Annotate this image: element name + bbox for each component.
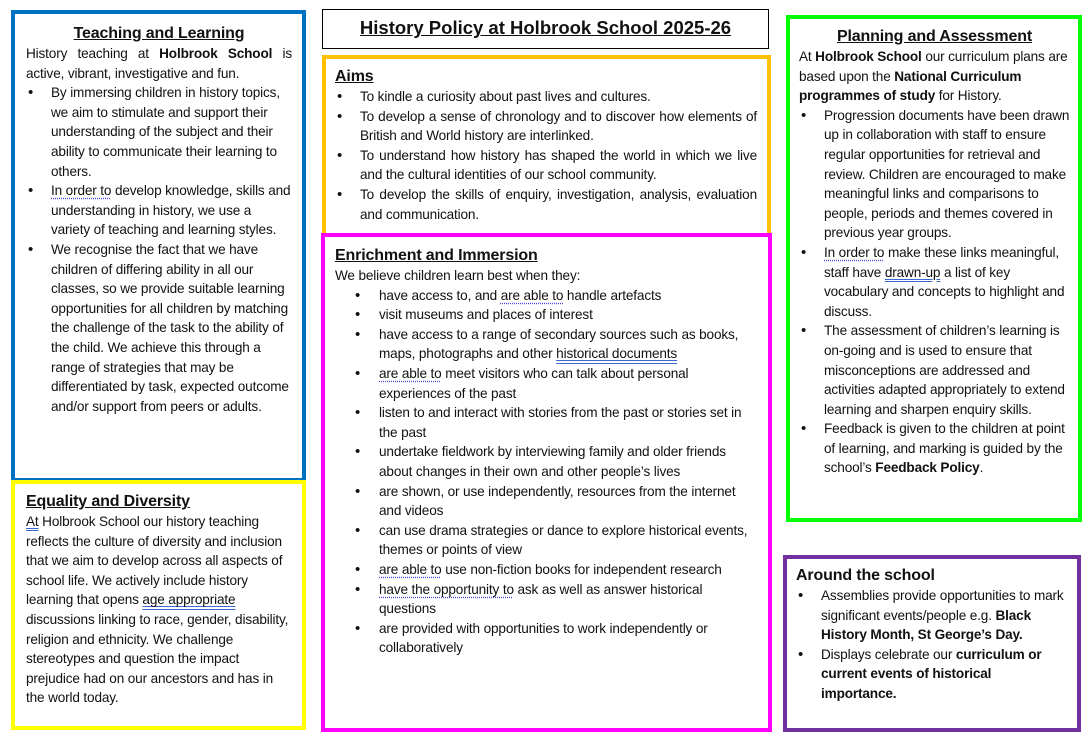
list-item: • To develop a sense of chronology and to discover how elements of British and World history are interlinked. xyxy=(335,107,757,146)
grammar-flag[interactable]: are able to xyxy=(500,287,564,303)
planning-heading: Planning and Assessment xyxy=(836,28,1033,45)
grammar-flag[interactable]: age appropriate xyxy=(142,592,236,608)
teaching-bullets xyxy=(26,83,292,416)
list-item: • To kindle a curiosity about past lives and cultures. xyxy=(335,87,757,107)
planning-intro: At Holbrook School our curriculum plans are based upon the National Curriculum programmes of study for History. xyxy=(799,49,1068,104)
enrichment-intro: We believe children learn best when they: xyxy=(335,268,581,283)
enrichment-bullets xyxy=(335,286,756,658)
aims-section xyxy=(322,55,771,237)
list-item: • Displays celebrate our curriculum or current events of historical importance. xyxy=(796,645,1067,704)
list-item: • have the opportunity to ask as well as answer historical questions xyxy=(335,580,756,619)
list-item: • listen to and interact with stories from the past or stories set in the past xyxy=(335,403,756,442)
page-title: History Policy at Holbrook School 2025-26 xyxy=(359,17,732,38)
aims-bullets xyxy=(335,87,757,224)
grammar-flag[interactable]: drawn-up xyxy=(884,264,941,280)
list-item: • can use drama strategies or dance to explore historical events, themes or points of view xyxy=(335,521,756,560)
grammar-flag[interactable]: have the opportunity to xyxy=(379,581,514,597)
list-item: • Feedback is given to the children at point of learning, and marking is guided by the school’s Feedback Policy. xyxy=(799,419,1070,478)
list-item: • have access to, and are able to handle artefacts xyxy=(335,286,756,306)
teaching-learning-section xyxy=(11,10,306,482)
list-item: • Assemblies provide opportunities to mark significant events/people e.g. Black History Month, St George’s Day. xyxy=(796,586,1067,645)
around-bullets xyxy=(796,586,1067,704)
list-item: • Progression documents have been drawn up in collaboration with staff to ensure regular opportunities for retrieval and review. Children are encouraged to make meaningful links and comparisons to people, periods and themes covered in previous year groups. xyxy=(799,106,1070,243)
list-item: • To understand how history has shaped the world in which we live and the cultural identities of our school community. xyxy=(335,146,757,185)
list-item: • undertake fieldwork by interviewing family and older friends about changes in their own and other people’s lives xyxy=(335,442,756,481)
grammar-flag[interactable]: In order to xyxy=(824,244,885,260)
list-item: • To develop the skills of enquiry, investigation, analysis, evaluation and communication. xyxy=(335,185,757,224)
list-item: • are able to use non-fiction books for independent research xyxy=(335,560,756,580)
grammar-flag[interactable]: historical documents xyxy=(556,346,678,362)
list-item: • visit museums and places of interest xyxy=(335,305,756,325)
teaching-intro: History teaching at Holbrook School is active, vibrant, investigative and fun. xyxy=(26,46,292,81)
list-item: • We recognise the fact that we have children of differing ability in all our classes, so we provide suitable learning opportunities for all children by matching the challenge of the task to the ability of the child. We achieve this through a range of strategies that may be differentiated by task, expected outcome and/or support from peers or adults. xyxy=(26,240,292,416)
around-heading: Around the school xyxy=(796,567,935,584)
grammar-flag[interactable]: are able to xyxy=(379,561,442,577)
equality-paragraph: At Holbrook School our history teaching reflects the culture of diversity and inclusion that we aim to develop across all aspects of school life. We actively include history learning that opens age appropriate discussions linking to race, gender, disability, religion and ethnicity. We challenge stereotypes and question the impact prejudice had on our ancestors and has in the world today. xyxy=(26,514,289,706)
list-item: • In order to develop knowledge, skills and understanding in history, we use a variety of teaching and learning styles. xyxy=(26,181,292,240)
list-item: • are shown, or use independently, resources from the internet and videos xyxy=(335,482,756,521)
equality-heading: Equality and Diversity xyxy=(26,493,190,510)
enrichment-immersion-section xyxy=(321,233,772,732)
grammar-flag[interactable]: In order to xyxy=(51,183,112,199)
list-item: • By immersing children in history topics, we aim to stimulate and support their understanding of the subject and their ability to communicate their learning to others. xyxy=(26,83,292,181)
equality-diversity-section xyxy=(11,480,306,730)
list-item: • have access to a range of secondary sources such as books, maps, photographs and other historical documents xyxy=(335,325,756,364)
planning-assessment-section xyxy=(786,15,1082,522)
planning-bullets xyxy=(799,106,1070,478)
teaching-heading: Teaching and Learning xyxy=(73,25,245,42)
document-title-box xyxy=(322,9,769,49)
list-item: • are able to meet visitors who can talk about personal experiences of the past xyxy=(335,364,756,403)
grammar-flag[interactable]: are able to xyxy=(379,365,442,381)
list-item: • In order to make these links meaningful, staff have drawn-up a list of key vocabulary and concepts to highlight and discuss. xyxy=(799,243,1070,321)
grammar-flag[interactable]: At xyxy=(26,514,39,529)
aims-heading: Aims xyxy=(335,68,374,85)
around-school-section xyxy=(783,555,1081,732)
list-item: • are provided with opportunities to work independently or collaboratively xyxy=(335,619,756,658)
enrichment-heading: Enrichment and Immersion xyxy=(335,247,538,264)
list-item: • The assessment of children’s learning is on-going and is used to ensure that misconceptions are addressed and activities adapted appropriately to extend learning and sharpen enquiry skills. xyxy=(799,321,1070,419)
